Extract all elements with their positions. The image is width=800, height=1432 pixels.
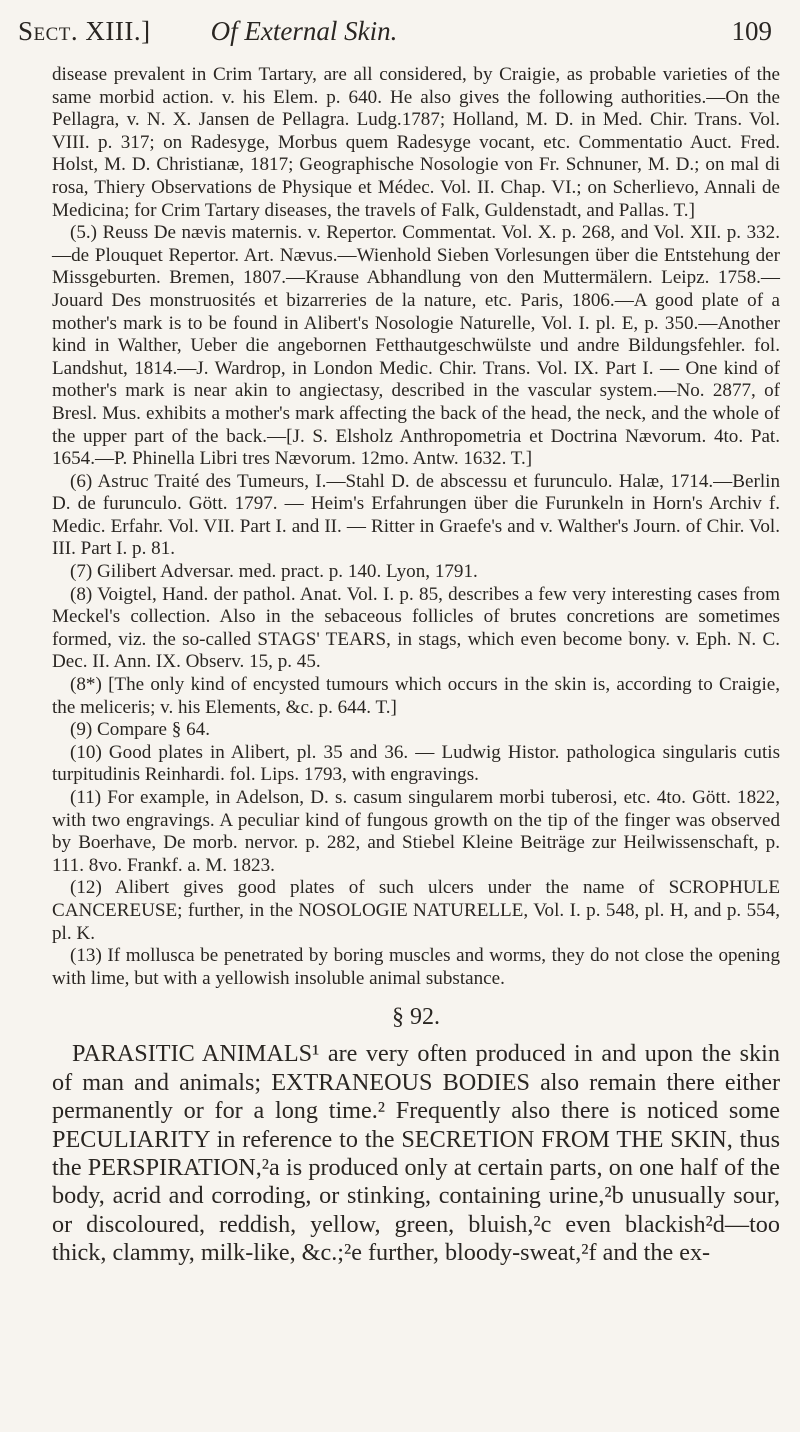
footnote-9: (9) Compare § 64. — [70, 719, 210, 741]
footnote-8: (8) Voigtel, Hand. der pathol. Anat. Vol. I. p. 85, describes a few very interesting cases from Meckel's collection. Also in the sebaceous follicles of brutes concretions are sometimes formed, viz. the so-called STAGS' TEARS, in stags, which even become bony. v. Eph. N. C. Dec. II. Ann. IX. Observ. 15, p. 45. — [52, 583, 780, 673]
footnote-6: (6) Astruc Traité des Tumeurs, I.—Stahl D. de abscessu et furunculo. Halæ, 1714.—Berlin D. de furunculo. Gött. 1797. — Heim's Erfahrungen über die Furunkeln in Horn's Archiv f. Medic. Erfahr. Vol. VII. Part I. and II. — Ritter in Graefe's and v. Walther's Journ. of Chir. Vol. III. Part I. p. 81. — [52, 470, 780, 560]
chapter-title: Of External Skin. — [210, 16, 398, 46]
main-paragraph: PARASITIC ANIMALS¹ are very often produced in and upon the skin of man and animals; EXTRANEOUS BODIES also remain there either permanently or for a long time.² Frequently also there is noticed some PECULIARITY in reference to the SECRETION FROM THE SKIN, thus the PERSPIRATION,²a is produced only at certain parts, on one half of the body, acrid and corroding, or stinking, containing urine,²b unusually sour, or discoloured, reddish, yellow, green, bluish,²c even blackish²d—too thick, clammy, milk-like, &c.;²e further, bloody-sweat,²f and the ex- — [52, 1040, 780, 1267]
footnote-11: (11) For example, in Adelson, D. s. casum singularem morbi tuberosi, etc. 4to. Gött. 1822, with two engravings. A peculiar kind of fungous growth on the tip of the finger was observed by Boerhave, De morb. nervor. p. 282, and Stiebel Kleine Beiträge zur Heilwissenschaft, p. 111. 8vo. Frankf. a. M. 1823. — [52, 787, 780, 876]
footnote-7: (7) Gilibert Adversar. med. pract. p. 140. Lyon, 1791. — [70, 561, 478, 583]
page-number: 109 — [731, 16, 772, 46]
footnotes-block — [52, 64, 780, 990]
section-heading: § 92. — [392, 1004, 440, 1031]
section-reference: Sect. XIII.] — [18, 16, 151, 46]
footnote-8-star: (8*) [The only kind of encysted tumours which occurs in the skin is, according to Craigie, the meliceris; v. his Elements, &c. p. 644. T.] — [52, 674, 780, 718]
footnote-12: (12) Alibert gives good plates of such ulcers under the name of SCROPHULE CANCEREUSE; further, in the NOSOLOGIE NATURELLE, Vol. I. p. 548, pl. H, and p. 554, pl. K. — [52, 877, 780, 944]
footnote-10: (10) Good plates in Alibert, pl. 35 and 36. — Ludwig Histor. pathologica singularis cutis turpitudinis Reinhardi. fol. Lips. 1793, with engravings. — [52, 741, 780, 786]
running-head — [18, 14, 772, 54]
footnote-5: (5.) Reuss De nævis maternis. v. Repertor. Commentat. Vol. X. p. 268, and Vol. XII. p. 332.—de Plouquet Repertor. Art. Nævus.—Wienhold Sieben Vorlesungen über die Entstehung der Missgeburten. Bremen, 1807.—Krause Abhandlung von den Muttermälern. Leipz. 1758.—Jouard Des monstruosités et bizarreries de la nature, etc. Paris, 1806.—A good plate of a mother's mark is to be found in Alibert's Nosologie Naturelle, Vol. I. pl. E, p. 350.—Another kind in Walther, Ueber die angebornen Fetthautgeschwülste und andre Bildungsfehler. fol. Landshut, 1814.—J. Wardrop, in London Medic. Chir. Trans. Vol. IX. Part I. — One kind of mother's mark is near akin to angiectasy, described in the vascular system.—No. 2877, of Bresl. Mus. exhibits a mother's mark affecting the back of the head, the neck, and the whole of the upper part of the back.—[J. S. Elsholz Anthropometria et Doctrina Nævorum. 4to. Pat. 1654.—P. Phinella Libri tres Nævorum. 12mo. Antw. 1632. T.] — [52, 222, 780, 470]
footnote-continuation: disease prevalent in Crim Tartary, are all considered, by Craigie, as probable varieties of the same morbid action. v. his Elem. p. 640. He also gives the following authorities.—On the Pellagra, v. N. X. Jansen de Pellagra. Ludg.1787; Holland, M. D. in Med. Chir. Trans. Vol. VIII. p. 317; on Radesyge, Morbus quem Radesyge vocant, etc. Commentatio Auct. Fred. Holst, M. D. Christianæ, 1817; Geographische Nosologie von Fr. Schnuner, M. D.; on mal di rosa, Thiery Observations de Physique et Médec. Vol. II. Chap. VI.; on Scherlievo, Annali de Medicina; for Crim Tartary diseases, the travels of Falk, Guldenstadt, and Pallas. T.] — [52, 64, 780, 221]
footnote-13: (13) If mollusca be penetrated by boring muscles and worms, they do not close the opening with lime, but with a yellowish insoluble animal substance. — [52, 945, 780, 989]
